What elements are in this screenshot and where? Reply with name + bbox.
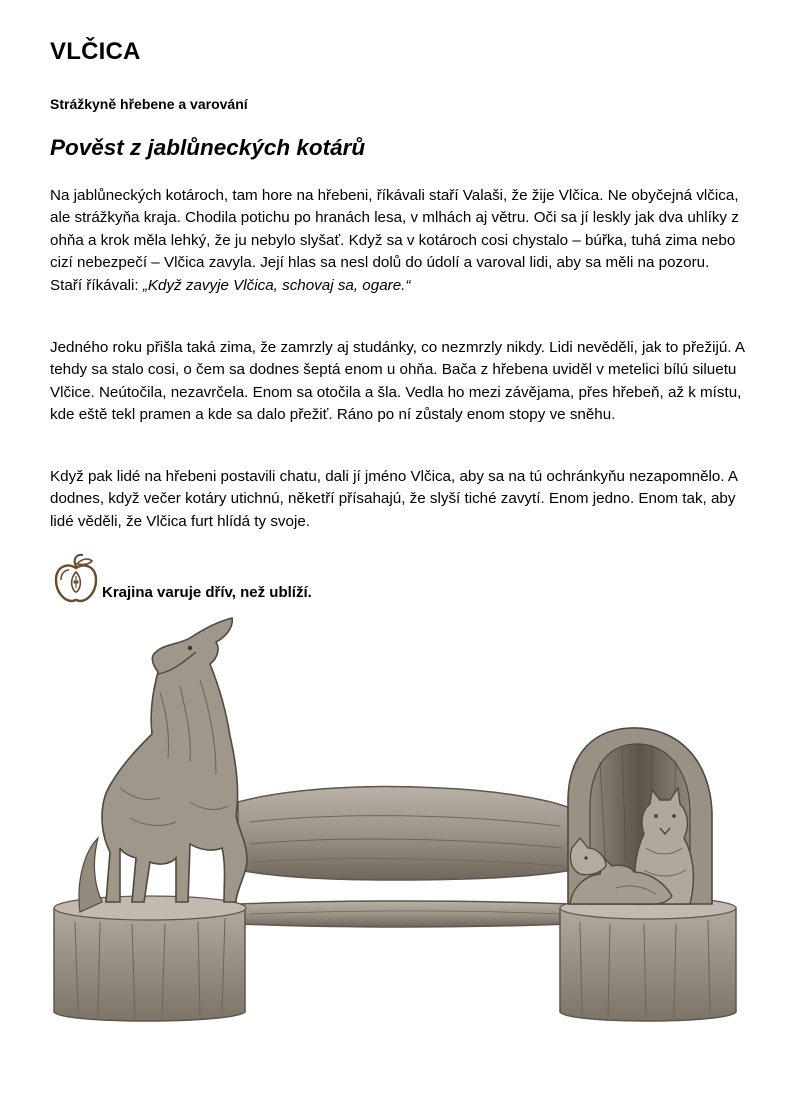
motto	[52, 548, 312, 604]
paragraph-1-text: Na jablůneckých kotároch, tam hore na hřebeni, říkávali staří Valaši, že žije Vlčica. Ne obyčejná vlčica, ale strážkyňa kraja. Chodila potichu po hranách lesa, v mlhách aj větru. Oči sa jí leskly jak dva uhlíky z ohňa a krok měla lehký, že ju nebylo slyšať. Když sa v kotároch cosi chystalo – búřka, tuhá zima nebo cizí nebezpečí – Vlčica zavyla. Její hlas sa nesl dolů do údolí a varoval lidi, aby sa měli na pozoru. Staří říkávali:	[50, 187, 739, 294]
paragraph-1-quote: „Když zavyje Vlčica, schovaj sa, ogare.“	[142, 276, 411, 294]
paragraph-2: Jedného roku přišla taká zima, že zamrzly aj studánky, co nezmrzly nikdy. Lidi nevěděli, jak to přežijú. A tehdy sa stalo cosi, o čem sa dodnes šeptá enom u ohňa. Bača z hřebena uviděl v metelici bílú siluetu Vlčice. Neútočila, nezavrčela. Enom sa otočila a šla. Vedla ho mezi závějama, přes hřebeň, až k místu, kde eště tekl pramen a kde sa dalo přežiť. Ráno po ní zůstaly enom stopy ve sněhu.	[50, 339, 745, 424]
motto-text: Krajina varuje dřív, než ublíží.	[102, 584, 312, 601]
legend-heading: Pověst z jablůneckých kotárů	[50, 135, 366, 160]
wolf-bench-sculpture-icon	[40, 612, 750, 1027]
paragraph-3: Když pak lidé na hřebeni postavili chatu, dali jí jméno Vlčica, aby sa na tú ochránkyňu nezapomnělo. A dodnes, když večer kotáry utichnú, něketří přísahajú, že slyší tiché zavytí. Enom jedno. Enom tak, aby lidé věděli, že Vlčica furt hlídá ty svoje.	[50, 468, 738, 530]
document-subtitle: Strážkyně hřebene a varování	[50, 96, 248, 112]
paragraph-1	[50, 185, 745, 297]
document-title: VLČICA	[50, 38, 141, 65]
apple-icon	[52, 552, 100, 604]
